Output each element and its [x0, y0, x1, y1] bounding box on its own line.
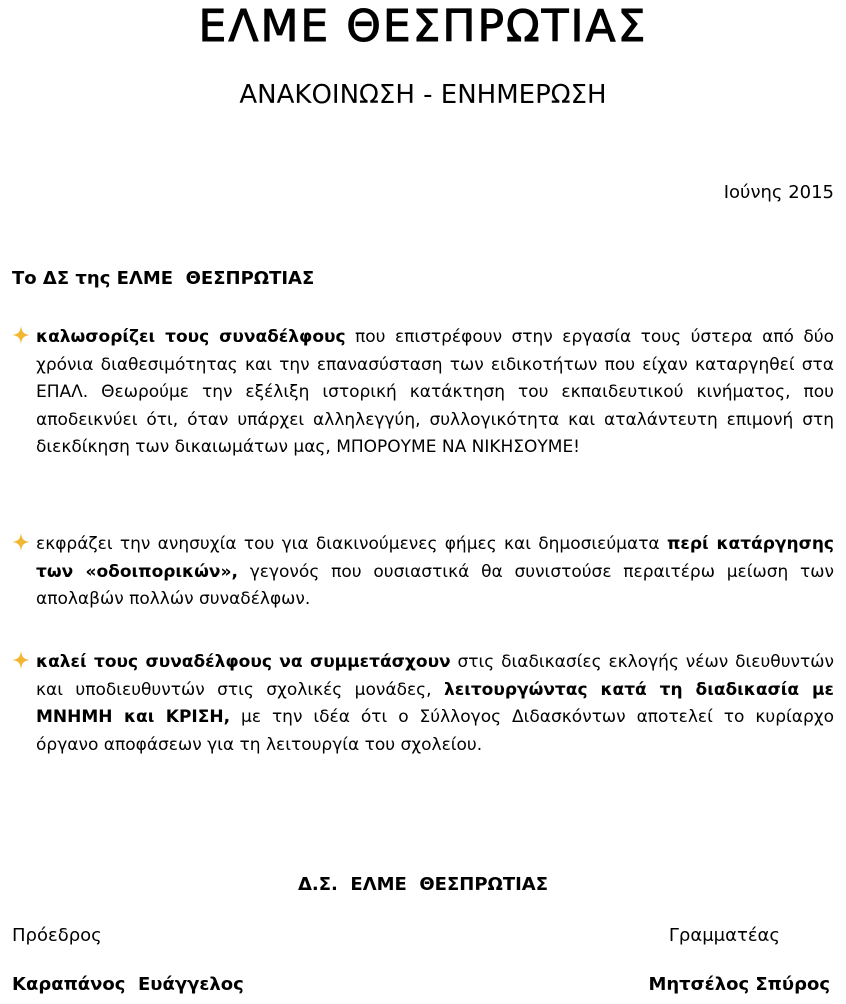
document-date: Ιούνης 2015 — [723, 182, 834, 203]
president-role: Πρόεδρος — [12, 925, 102, 946]
bold-phrase: περί κατάργησης των «οδοιπορικών», — [36, 534, 834, 582]
four-point-star-icon — [12, 651, 30, 669]
bullet-call — [12, 649, 834, 759]
bullet-text — [36, 534, 834, 609]
bullet-welcome — [12, 324, 834, 462]
bold-phrase: καλεί τους συναδέλφους να συμμετάσχουν — [36, 652, 451, 672]
text-run: με την ιδέα ότι ο Σύλλογος Διδασκόντων αποτελεί το κυρίαρχο όργανο αποφάσεων για τη λειτουργία του σχολείου. — [36, 707, 834, 755]
body-heading: Το ΔΣ της ΕΛΜΕ ΘΕΣΠΡΩΤΙΑΣ — [12, 268, 315, 289]
text-run: που επιστρέφουν στην εργασία τους ύστερα από δύο χρόνια διαθεσιμότητας και την επανασύσταση των ειδικοτήτων που είχαν καταργηθεί στα ΕΠΑΛ. Θεωρούμε την εξέλιξη ιστορική κατάκτηση του εκπαιδευτικού κινήματος, που αποδεικνύει ότι, όταν υπάρχει αλληλεγγύη, συλλογικότητα και αταλάντευτη επιμονή στη διεκδίκηση των δικαιωμάτων μας, ΜΠΟΡΟΥΜΕ ΝΑ ΝΙΚΗΣΟΥΜΕ! — [36, 327, 835, 457]
four-point-star-icon — [12, 326, 30, 344]
text-run: στις διαδικασίες εκλογής νέων διευθυντών και υποδιευθυντών στις σχολικές μονάδες, — [36, 652, 834, 700]
text-run: γεγονός που ουσιαστικά θα συνιστούσε περαιτέρω μείωση των απολαβών πολλών συναδέλφων. — [36, 561, 834, 609]
bullet-text — [36, 327, 834, 457]
bullet-text — [36, 652, 834, 755]
bullet-concern — [12, 531, 834, 614]
secretary-role: Γραμματέας — [668, 925, 780, 946]
four-point-star-icon — [12, 533, 30, 551]
document-title: ΕΛΜΕ ΘΕΣΠΡΩΤΙΑΣ — [198, 1, 648, 52]
signature-title: Δ.Σ. ΕΛΜΕ ΘΕΣΠΡΩΤΙΑΣ — [297, 874, 549, 895]
bold-phrase: καλωσορίζει τους συναδέλφους — [36, 327, 346, 347]
text-run: εκφράζει την ανησυχία του για διακινούμενες φήμες και δημοσιεύματα — [36, 534, 667, 554]
bold-phrase: λειτουργώντας κατά τη διαδικασία με ΜΝΗΜΗ και ΚΡΙΣΗ, — [36, 679, 834, 727]
president-name: Καραπάνος Ευάγγελος — [12, 974, 244, 995]
document-subtitle: ΑΝΑΚΟΙΝΩΣΗ - ΕΝΗΜΕΡΩΣΗ — [239, 80, 607, 110]
secretary-name: Μητσέλος Σπύρος — [648, 974, 830, 995]
